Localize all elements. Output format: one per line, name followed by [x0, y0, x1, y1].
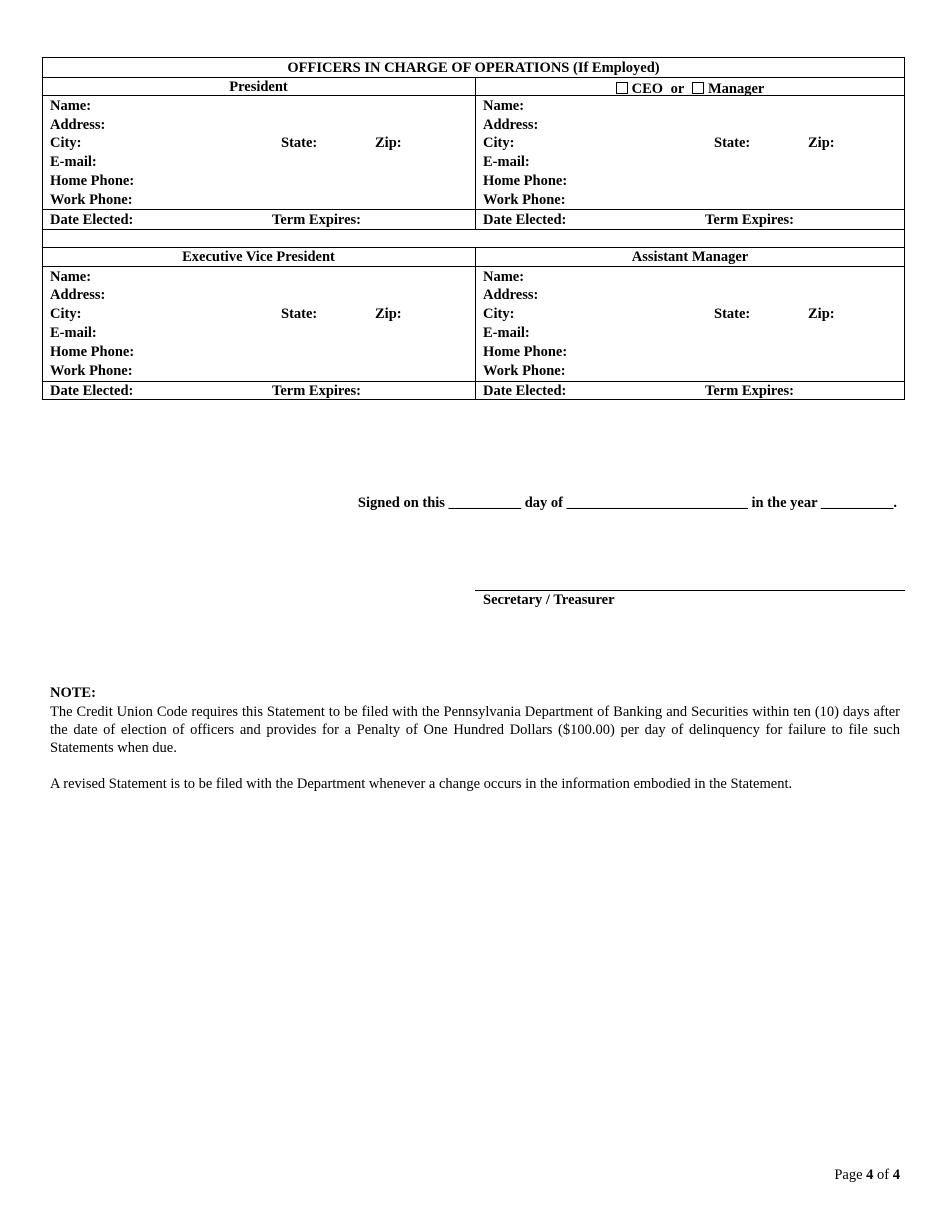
ceo-city-label: City:: [483, 135, 515, 151]
table-title: OFFICERS IN CHARGE OF OPERATIONS (If Employed): [287, 60, 660, 76]
evp-state-label: State:: [281, 306, 318, 322]
ceo-zip-label: Zip:: [808, 135, 835, 151]
of-word: of: [877, 1167, 890, 1183]
president-home-phone-label: Home Phone:: [50, 173, 135, 189]
note-paragraph: A revised Statement is to be filed with the Department whenever a change occurs in the information embodied in the Statement.: [50, 776, 793, 792]
ceo-term-expires-label: Term Expires:: [705, 212, 795, 228]
president-heading: President: [229, 79, 288, 95]
president-address-label: Address:: [50, 117, 106, 133]
evp-home-phone-label: Home Phone:: [50, 344, 135, 360]
column-divider: [475, 77, 476, 229]
president-city-label: City:: [50, 135, 82, 151]
ceo-date-elected-label: Date Elected:: [483, 212, 567, 228]
evp-heading: Executive Vice President: [182, 249, 335, 265]
or-text: or: [670, 81, 685, 97]
ceo-address-label: Address:: [483, 117, 539, 133]
evp-email-label: E-mail:: [50, 325, 97, 341]
president-term-expires-label: Term Expires:: [272, 212, 362, 228]
evp-zip-label: Zip:: [375, 306, 402, 322]
president-work-phone-label: Work Phone:: [50, 192, 133, 208]
asst-manager-state-label: State:: [714, 306, 751, 322]
ceo-manager-heading: [475, 80, 905, 98]
ceo-work-phone-label: Work Phone:: [483, 192, 566, 208]
asst-manager-home-phone-label: Home Phone:: [483, 344, 568, 360]
table-rule: [42, 209, 905, 210]
table-rule: [42, 229, 905, 230]
president-state-label: State:: [281, 135, 318, 151]
evp-name-label: Name:: [50, 269, 92, 285]
page-number: [834, 1167, 900, 1184]
current-page: 4: [866, 1167, 874, 1183]
signer-title: Secretary / Treasurer: [483, 592, 615, 608]
manager-checkbox[interactable]: [692, 82, 704, 94]
evp-work-phone-label: Work Phone:: [50, 363, 133, 379]
evp-address-label: Address:: [50, 287, 106, 303]
evp-date-elected-label: Date Elected:: [50, 383, 134, 399]
note-paragraph: The Credit Union Code requires this Statement to be filed with the Pennsylvania Department of Banking and Securities within ten (10) days after the date of election of officers and provides for a Penalty of One Hundred Dollars ($100.00) per day of delinquency for failure to file such Statements when due.: [50, 704, 900, 756]
evp-term-expires-label: Term Expires:: [272, 383, 362, 399]
ceo-home-phone-label: Home Phone:: [483, 173, 568, 189]
ceo-checkbox[interactable]: [616, 82, 628, 94]
ceo-name-label: Name:: [483, 98, 525, 114]
signature-line: [475, 590, 905, 591]
asst-manager-city-label: City:: [483, 306, 515, 322]
total-pages: 4: [892, 1167, 900, 1183]
asst-manager-address-label: Address:: [483, 287, 539, 303]
asst-manager-date-elected-label: Date Elected:: [483, 383, 567, 399]
president-name-label: Name:: [50, 98, 92, 114]
asst-manager-email-label: E-mail:: [483, 325, 530, 341]
asst-manager-name-label: Name:: [483, 269, 525, 285]
note-heading: NOTE:: [50, 685, 96, 701]
page-word: Page: [834, 1167, 863, 1183]
signed-on-line: Signed on this __________ day of _________________________ in the year __________.: [357, 495, 897, 511]
asst-manager-heading: Assistant Manager: [631, 249, 749, 265]
manager-option-label: Manager: [707, 81, 765, 97]
table-rule: [42, 266, 905, 267]
asst-manager-work-phone-label: Work Phone:: [483, 363, 566, 379]
ceo-state-label: State:: [714, 135, 751, 151]
president-zip-label: Zip:: [375, 135, 402, 151]
president-date-elected-label: Date Elected:: [50, 212, 134, 228]
evp-city-label: City:: [50, 306, 82, 322]
asst-manager-term-expires-label: Term Expires:: [705, 383, 795, 399]
ceo-option-label: CEO: [631, 81, 664, 97]
column-divider: [475, 247, 476, 400]
asst-manager-zip-label: Zip:: [808, 306, 835, 322]
president-email-label: E-mail:: [50, 154, 97, 170]
ceo-email-label: E-mail:: [483, 154, 530, 170]
